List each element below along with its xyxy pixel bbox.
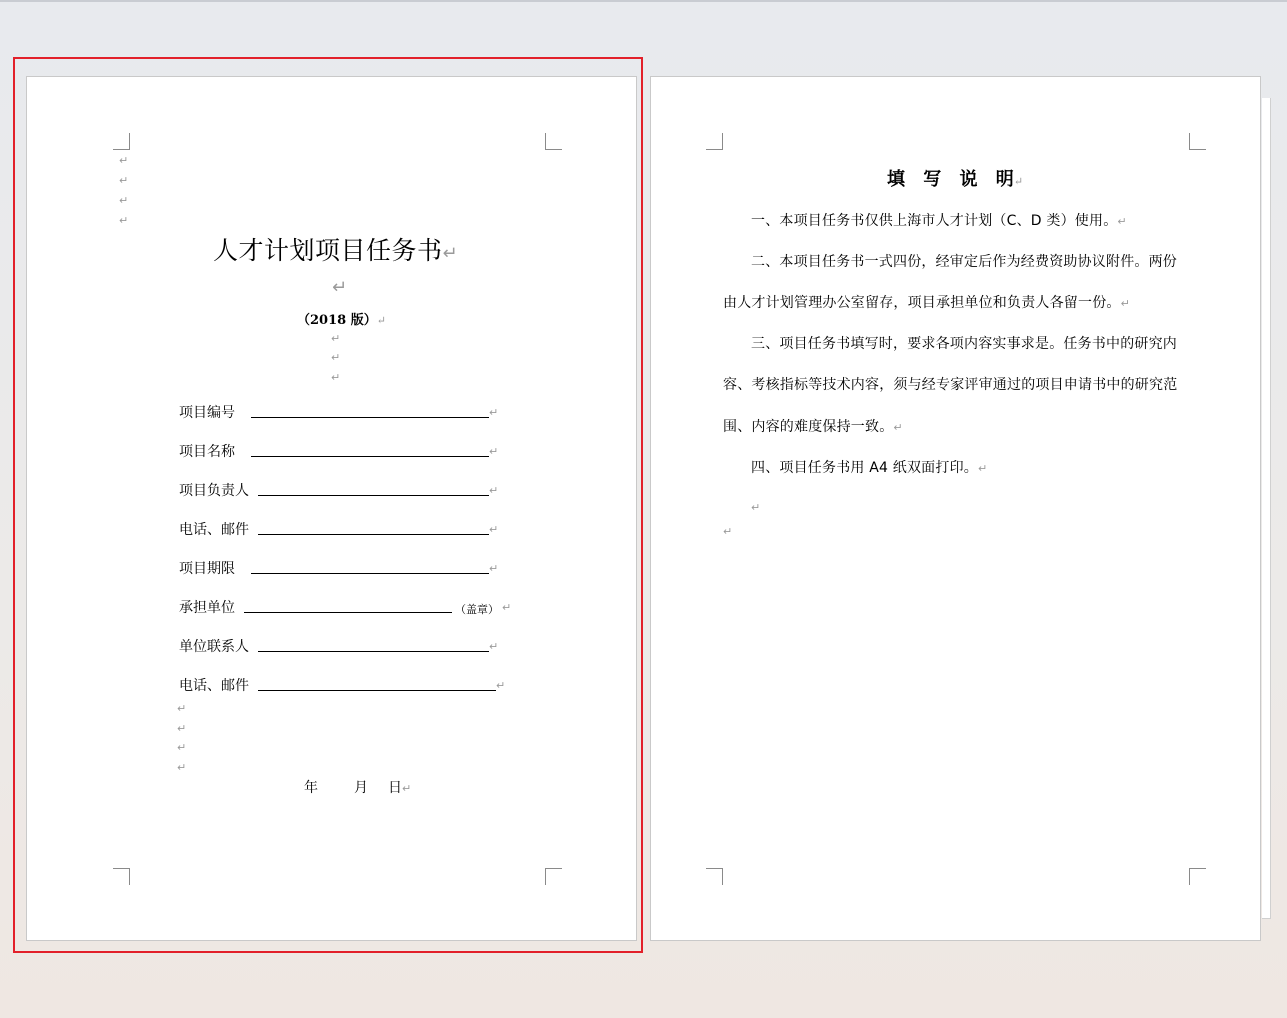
- paragraph-mark: ↵: [1013, 175, 1024, 188]
- instruction-text: 围、内容的难度保持一致。: [723, 419, 894, 435]
- window-top-edge: [0, 0, 1287, 2]
- paragraph-mark: ↵: [1120, 297, 1131, 310]
- instructions-title[interactable]: [887, 165, 1023, 191]
- paragraph-mark: ↵: [177, 702, 187, 715]
- paragraph-mark: ↵: [332, 277, 348, 298]
- instructions-title-text: 填 写 说 明: [887, 169, 1014, 190]
- paragraph-mark: ↵: [496, 679, 506, 692]
- instruction-item-3-line-3[interactable]: [723, 416, 903, 436]
- paragraph-mark: ↵: [331, 351, 341, 364]
- date-year: 年: [304, 780, 318, 796]
- instruction-text: 三、项目任务书填写时，要求各项内容实事求是。任务书中的研究内: [751, 336, 1177, 352]
- instruction-text: 四、项目任务书用 A4 纸双面打印。: [751, 460, 978, 476]
- paragraph-mark: ↵: [489, 523, 499, 536]
- field-label-phone-email: 电话、邮件: [179, 522, 249, 538]
- crop-mark-bottom-left: [706, 868, 723, 885]
- instruction-text: 一、本项目任务书仅供上海市人才计划（C、D 类）使用。: [751, 213, 1118, 229]
- edition-text: （2018 版）: [297, 313, 377, 328]
- paragraph-mark: ↵: [489, 445, 499, 458]
- paragraph-mark: ↵: [119, 154, 129, 167]
- instruction-item-2-line-1[interactable]: [751, 251, 1177, 271]
- paragraph-mark: ↵: [893, 421, 903, 434]
- instruction-item-1[interactable]: [751, 210, 1127, 230]
- paragraph-mark: ↵: [723, 525, 733, 538]
- next-page-edge: [1262, 98, 1271, 919]
- paragraph-mark: ↵: [489, 562, 499, 575]
- paragraph-mark: ↵: [331, 371, 341, 384]
- paragraph-mark: ↵: [489, 640, 499, 653]
- field-label-project-number: 项目编号: [179, 405, 235, 421]
- instruction-text: 由人才计划管理办公室留存，项目承担单位和负责人各留一份。: [723, 295, 1121, 311]
- document-page-2[interactable]: [650, 76, 1261, 941]
- instruction-text: 二、本项目任务书一式四份，经审定后作为经费资助协议附件。两份: [751, 254, 1177, 270]
- paragraph-mark: ↵: [177, 761, 187, 774]
- crop-mark-top-right: [1189, 133, 1206, 150]
- date-day: 日: [388, 780, 402, 796]
- field-label-project-name: 项目名称: [179, 444, 235, 460]
- paragraph-mark: ↵: [442, 243, 459, 264]
- paragraph-mark: ↵: [376, 314, 386, 327]
- paragraph-mark: ↵: [119, 214, 129, 227]
- date-month: 月: [354, 780, 368, 796]
- paragraph-mark: ↵: [402, 782, 412, 795]
- paragraph-mark: ↵: [1117, 215, 1127, 228]
- paragraph-mark: ↵: [119, 194, 129, 207]
- instruction-item-3-line-1[interactable]: [751, 333, 1177, 353]
- paragraph-mark: ↵: [489, 484, 499, 497]
- crop-mark-top-left: [706, 133, 723, 150]
- paragraph-mark: ↵: [119, 174, 129, 187]
- paragraph-mark: ↵: [177, 741, 187, 754]
- instruction-item-4[interactable]: [751, 457, 987, 477]
- paragraph-mark: ↵: [489, 406, 499, 419]
- paragraph-mark: ↵: [977, 462, 988, 475]
- crop-mark-bottom-right: [1189, 868, 1206, 885]
- field-label-contact-phone-email: 电话、邮件: [179, 678, 249, 694]
- page-selection-highlight: [13, 57, 643, 953]
- instruction-text: 容、考核指标等技术内容，须与经专家评审通过的项目申请书中的研究范: [723, 377, 1178, 393]
- seal-note: （盖章）: [455, 603, 499, 616]
- field-label-project-leader: 项目负责人: [179, 483, 249, 499]
- field-label-unit-contact: 单位联系人: [179, 639, 249, 655]
- paragraph-mark: ↵: [502, 601, 512, 614]
- document-title-text: 人才计划项目任务书: [213, 236, 443, 265]
- paragraph-mark: ↵: [177, 722, 187, 735]
- field-label-project-period: 项目期限: [179, 561, 235, 577]
- instruction-item-3-line-2[interactable]: [723, 374, 1177, 394]
- paragraph-mark: ↵: [751, 501, 761, 514]
- field-label-undertaking-unit: 承担单位: [179, 600, 235, 616]
- instruction-item-2-line-2[interactable]: [723, 292, 1130, 312]
- paragraph-mark: ↵: [331, 332, 341, 345]
